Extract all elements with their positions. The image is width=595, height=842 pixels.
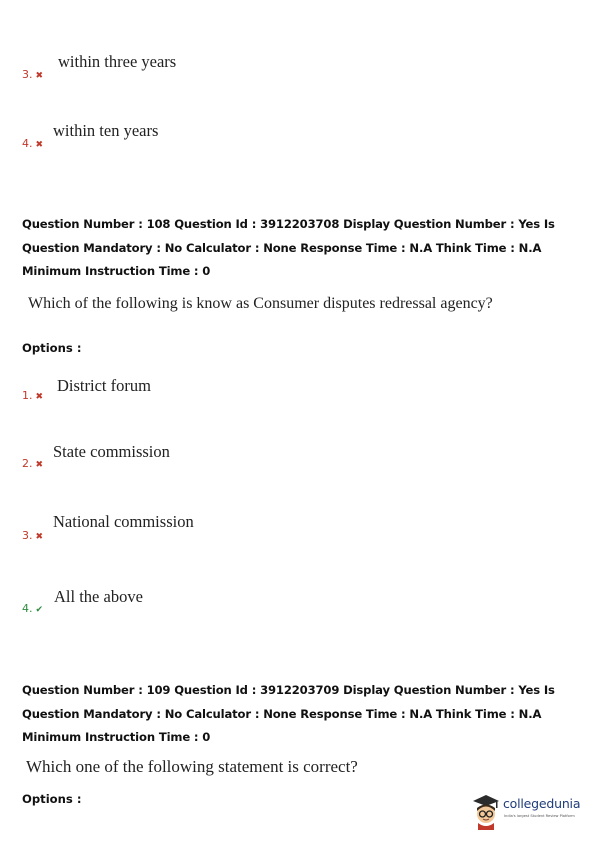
question-108-text: Which of the following is know as Consumer disputes redressal agency? [28, 295, 493, 312]
question-109-meta: Question Number : 109 Question Id : 3912203709 Display Question Number : Yes Is Question Mandatory : No Calculator : None Response Time : N.A Think Time : N.A Minimum Instruction Time : 0 [22, 683, 555, 744]
brand-tagline: India's largest Student Review Platform [504, 814, 575, 818]
option-number: 4. ✔ [22, 602, 44, 615]
option-text: within three years [58, 52, 177, 71]
question-109-text: Which one of the following statement is correct? [26, 757, 358, 776]
option-number: 3. ✖ [22, 529, 44, 542]
option-text: District forum [57, 376, 151, 395]
cross-icon: ✖ [35, 392, 44, 402]
question-109-options-label: Options : [22, 792, 82, 806]
cross-icon: ✖ [35, 71, 44, 81]
question-108-meta: Question Number : 108 Question Id : 3912203708 Display Question Number : Yes Is Question Mandatory : No Calculator : None Response Time : N.A Think Time : N.A Minimum Instruction Time : 0 [22, 217, 555, 278]
option-number: 2. ✖ [22, 457, 44, 470]
check-icon: ✔ [35, 605, 44, 615]
cross-icon: ✖ [35, 460, 44, 470]
option-text: National commission [53, 512, 194, 531]
option-number: 1. ✖ [22, 389, 44, 402]
option-text: All the above [54, 587, 143, 606]
question-108-options-label: Options : [22, 341, 82, 355]
option-text: within ten years [53, 121, 159, 140]
cross-icon: ✖ [35, 140, 44, 150]
option-text: State commission [53, 442, 170, 461]
brand-name: collegedunia [503, 796, 581, 811]
cross-icon: ✖ [35, 532, 44, 542]
collegedunia-logo [470, 792, 588, 832]
option-number: 3. ✖ [22, 68, 44, 81]
student-mascot-icon [470, 792, 502, 830]
option-number: 4. ✖ [22, 137, 44, 150]
